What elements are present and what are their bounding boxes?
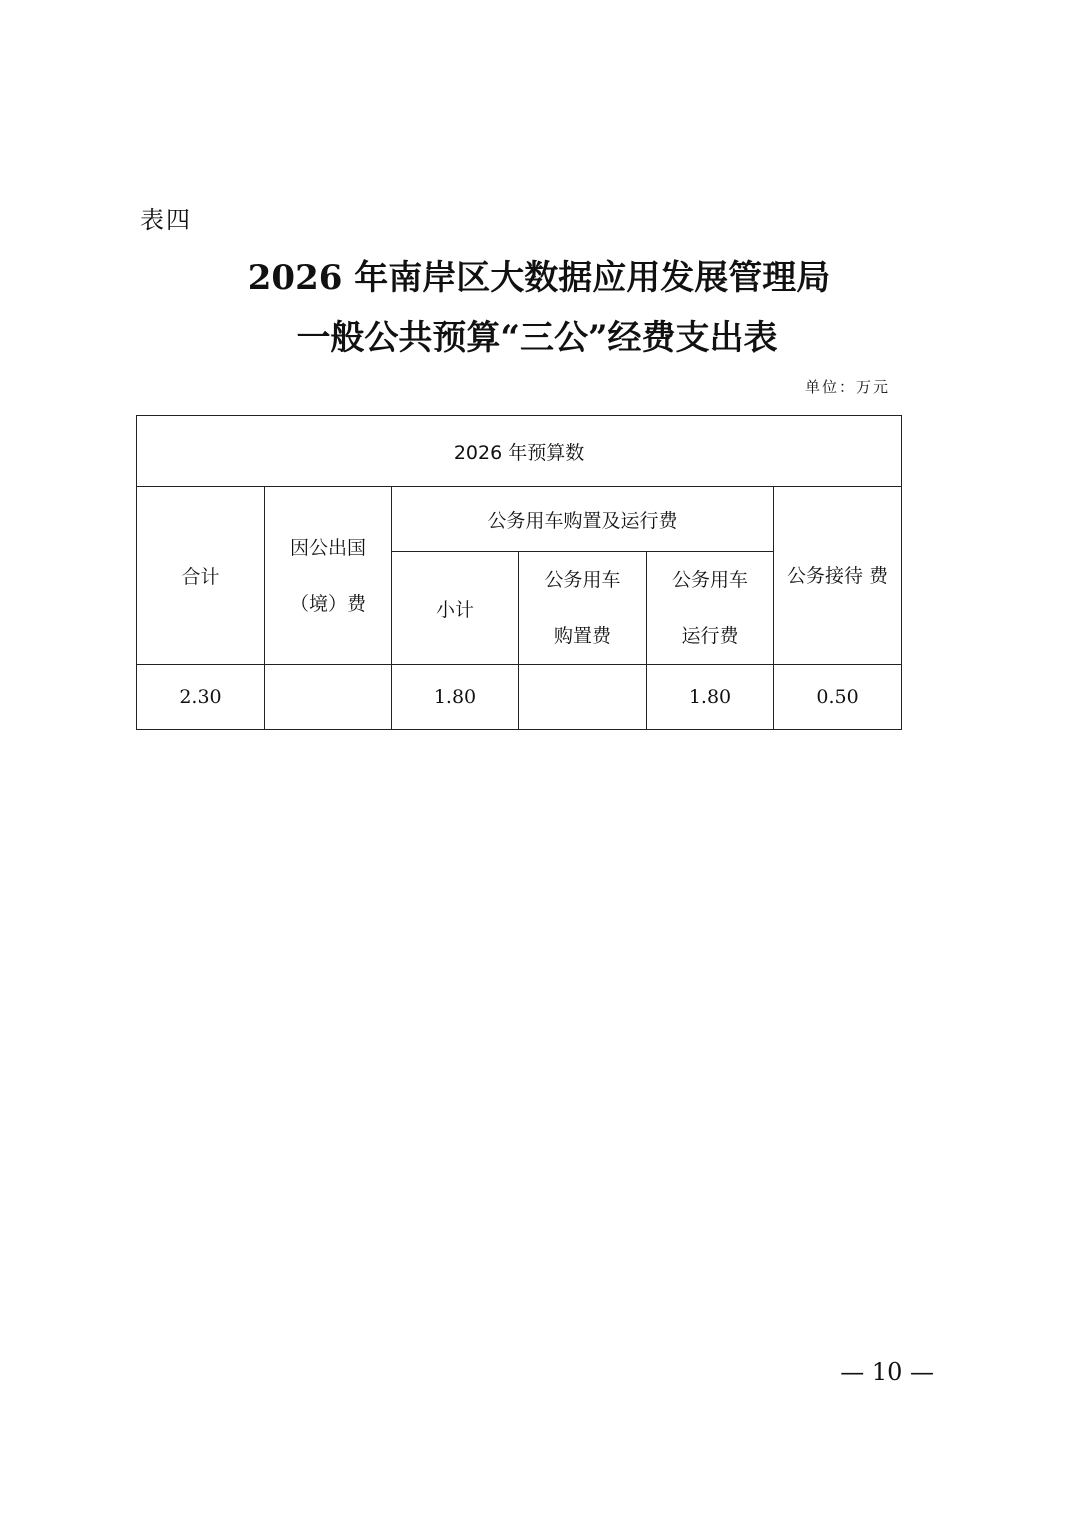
year-header: 2026 年预算数 — [137, 416, 902, 487]
page-number: — 10 — — [840, 1358, 934, 1386]
col-abroad-label-1: 因公出国 — [289, 536, 366, 559]
col-abroad-header — [265, 487, 392, 665]
col-operation-label-2: 运行费 — [681, 625, 739, 647]
table-header-row — [137, 416, 902, 487]
col-reception-label-1: 公务接待 — [786, 564, 863, 587]
col-purchase-label-2: 购置费 — [553, 625, 611, 647]
col-reception-label-2: 费 — [869, 564, 889, 587]
col-purchase-header — [519, 552, 647, 665]
cell-purchase — [519, 665, 647, 730]
col-operation-header — [647, 552, 774, 665]
col-purchase-label-1: 公务用车 — [544, 569, 621, 591]
col-subtotal-header: 小计 — [392, 552, 519, 665]
cell-reception: 0.50 — [774, 665, 902, 730]
cell-subtotal: 1.80 — [392, 665, 519, 730]
table-header-row — [137, 487, 902, 552]
page-title-line1: 2026 年南岸区大数据应用发展管理局 — [247, 258, 831, 298]
cell-abroad — [265, 665, 392, 730]
col-abroad-label-2: （境）费 — [289, 592, 366, 615]
col-reception-header — [774, 487, 902, 665]
col-operation-label-1: 公务用车 — [671, 569, 748, 591]
budget-table — [136, 415, 902, 730]
col-vehicle-group-header: 公务用车购置及运行费 — [392, 487, 774, 552]
unit-label: 单位：万元 — [804, 378, 890, 396]
table-label: 表四 — [140, 206, 192, 234]
page-title-line2: 一般公共预算“三公”经费支出表 — [296, 318, 778, 358]
col-total-header — [137, 487, 265, 665]
table-row — [137, 665, 902, 730]
cell-total: 2.30 — [137, 665, 265, 730]
col-total-label: 合计 — [181, 566, 220, 588]
cell-operation: 1.80 — [647, 665, 774, 730]
